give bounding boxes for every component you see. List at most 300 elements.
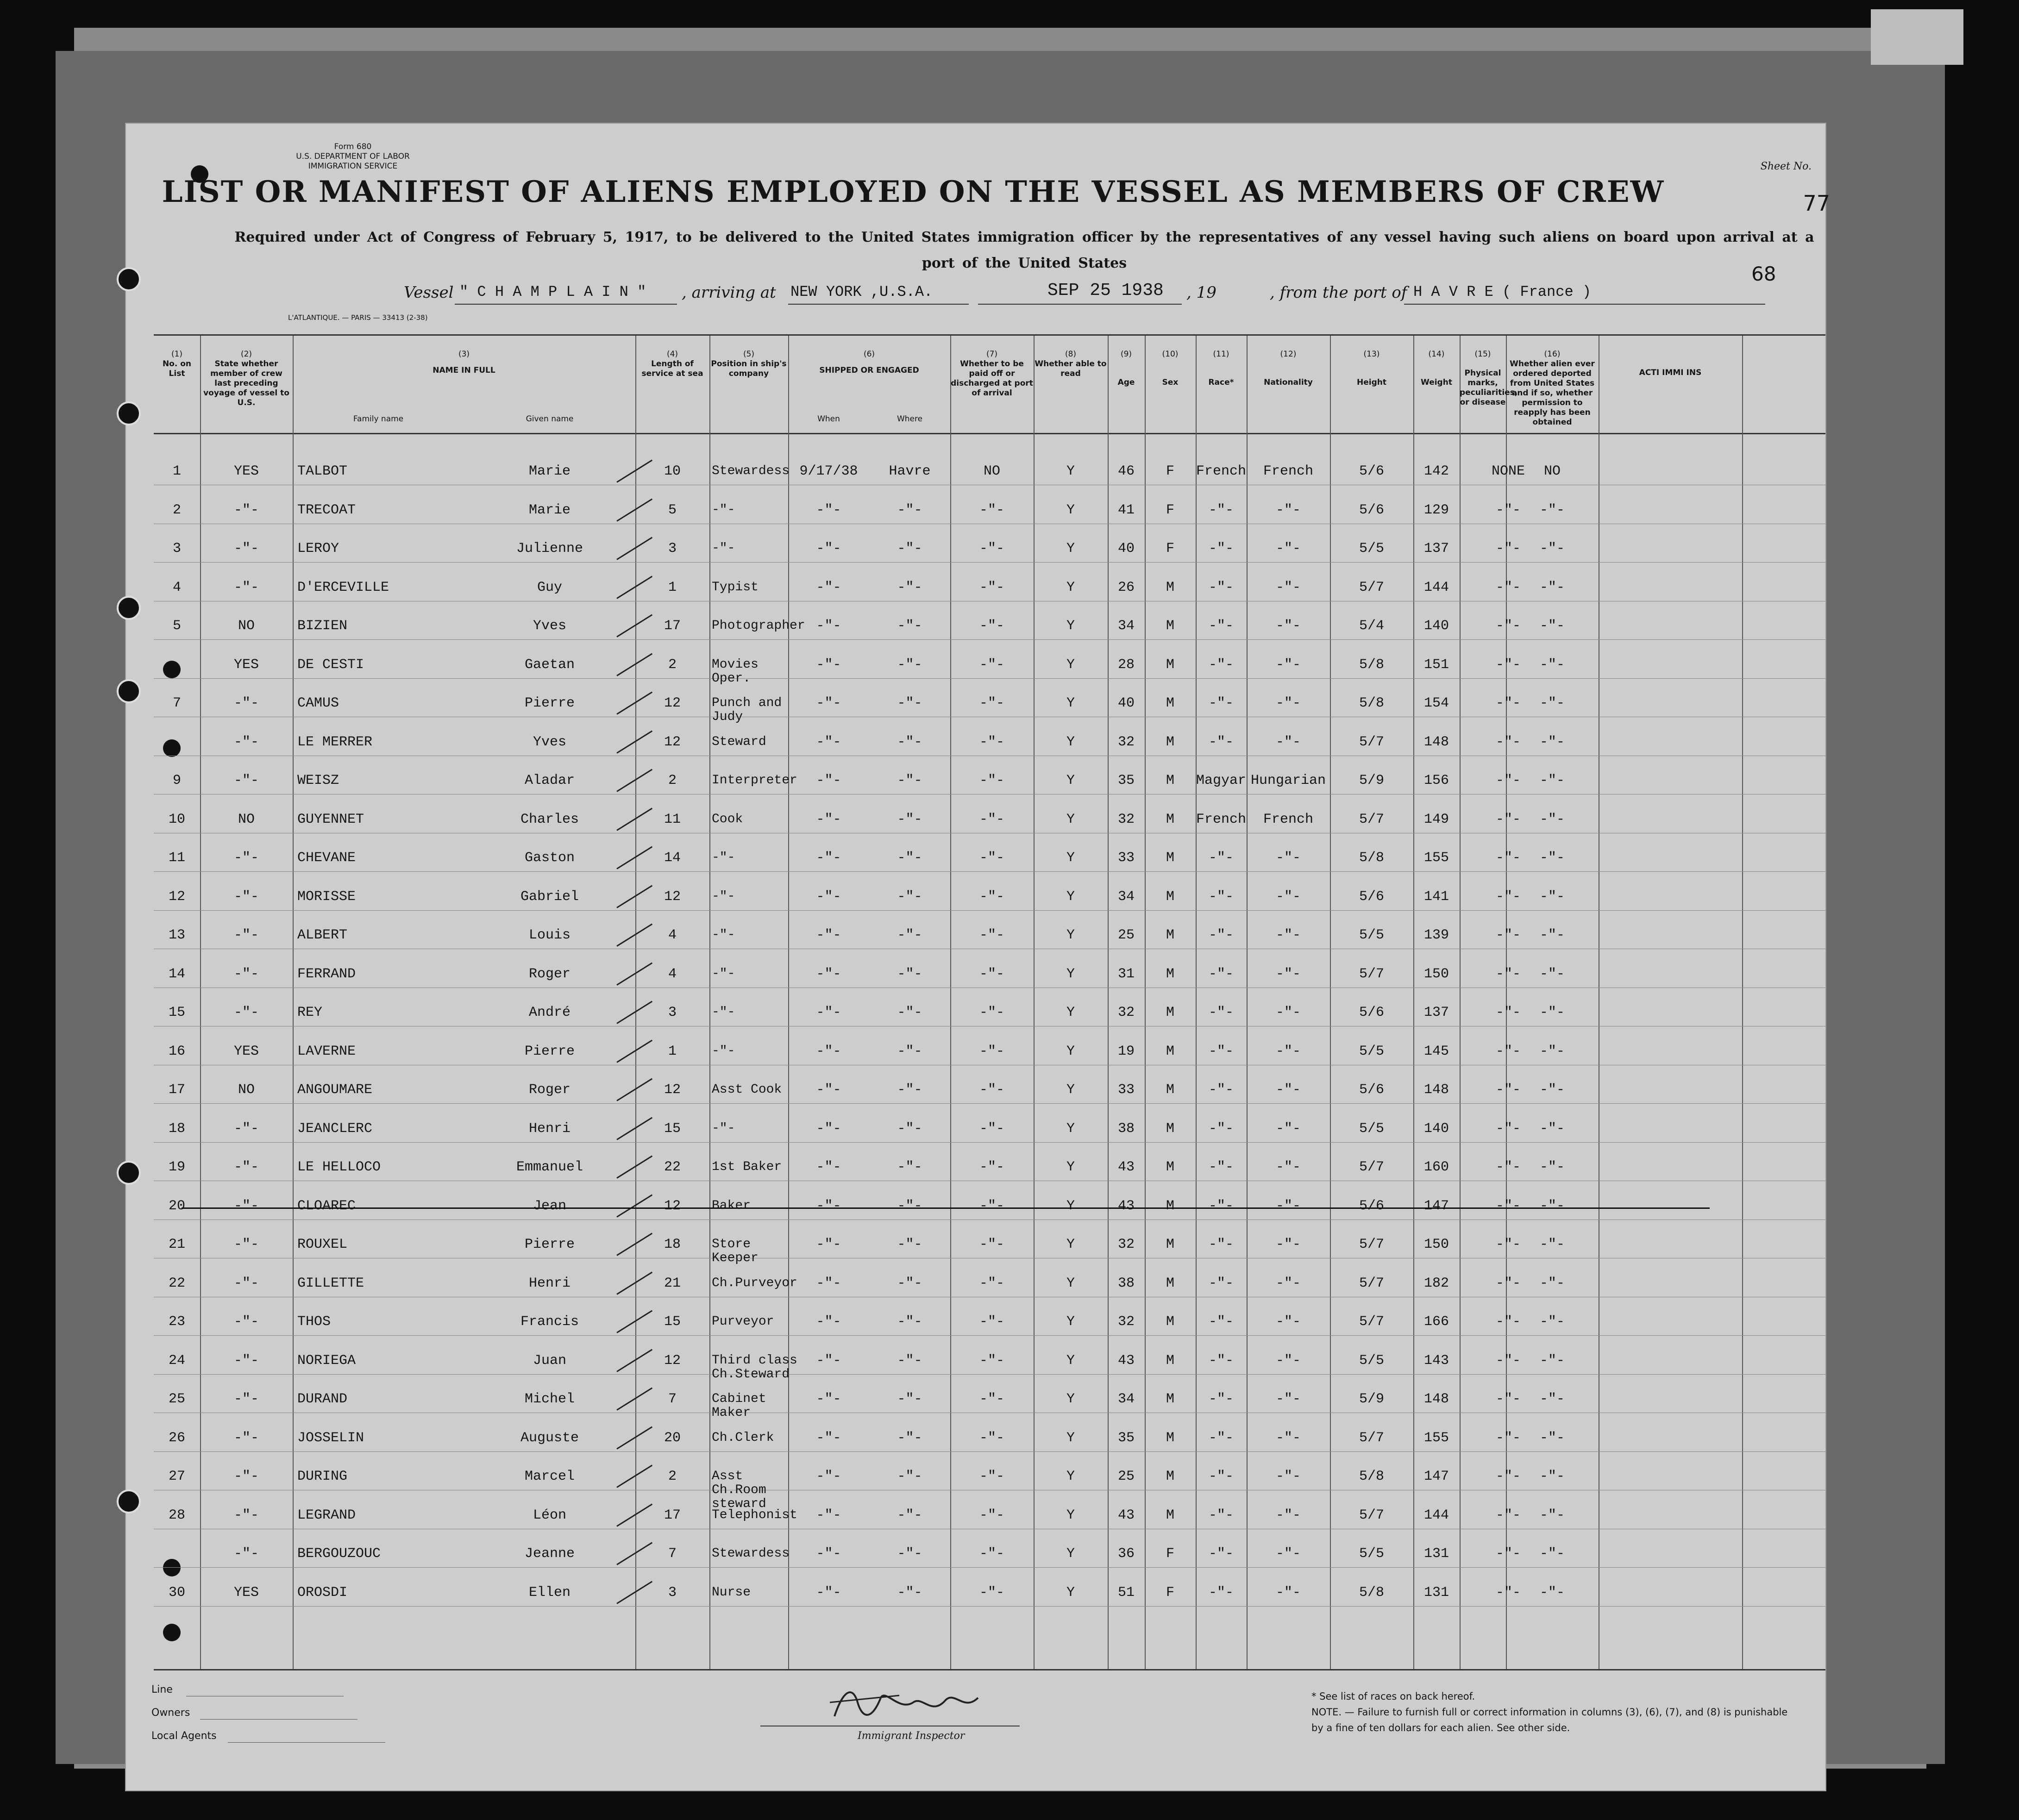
cell-position: Typist — [712, 580, 759, 594]
cell-nat: -"- — [1275, 1005, 1301, 1020]
cell-where: -"- — [897, 1507, 922, 1523]
cell-race: French — [1196, 463, 1247, 479]
cell-nat: -"- — [1275, 1082, 1301, 1098]
cell-where: -"- — [897, 1469, 922, 1484]
cell-marks: -"- — [1495, 1237, 1521, 1252]
cell-deported: -"- — [1539, 618, 1565, 634]
cell-where: -"- — [897, 850, 922, 866]
cell-family: JEANCLERC — [297, 1120, 373, 1137]
cell-height: 5/8 — [1359, 657, 1384, 673]
cell-height: 5/6 — [1359, 1198, 1384, 1214]
cell-deported: -"- — [1539, 1352, 1565, 1369]
cell-read: Y — [1066, 734, 1075, 750]
header-col13: (13) Height — [1357, 350, 1386, 387]
cell-no: 21 — [168, 1237, 185, 1252]
header-col6: (6) SHIPPED OR ENGAGED — [819, 350, 919, 375]
cell-where: -"- — [897, 1082, 922, 1098]
cell-deported: -"- — [1539, 1584, 1565, 1601]
cell-deported: -"- — [1539, 695, 1565, 711]
cell-paid: -"- — [979, 1314, 1004, 1330]
cell-height: 5/5 — [1359, 1043, 1384, 1059]
cell-marks: -"- — [1495, 773, 1521, 788]
page-title: LIST OR MANIFEST OF ALIENS EMPLOYED ON THE VESSEL AS MEMBERS OF CREW — [162, 175, 1665, 209]
cell-given: Pierre — [524, 695, 575, 711]
cell-height: 5/5 — [1359, 1120, 1384, 1137]
cell-position: -"- — [712, 502, 735, 517]
cell-paid: NO — [983, 463, 1000, 479]
cell-marks: -"- — [1495, 734, 1521, 750]
cell-when: -"- — [816, 1082, 841, 1098]
cell-read: Y — [1066, 463, 1075, 479]
cell-prev: -"- — [233, 1005, 259, 1020]
cell-marks: -"- — [1495, 1507, 1521, 1523]
cell-age: 32 — [1117, 1314, 1135, 1330]
cell-given: Marie — [528, 463, 571, 479]
cell-age: 35 — [1117, 773, 1135, 788]
cell-where: -"- — [897, 618, 922, 634]
cell-sex: M — [1166, 1391, 1174, 1407]
cell-height: 5/7 — [1359, 966, 1384, 982]
cell-weight: 145 — [1423, 1043, 1449, 1059]
cell-race: -"- — [1208, 1275, 1234, 1291]
cell-when: -"- — [816, 1120, 841, 1137]
cell-sex: M — [1166, 1120, 1174, 1137]
cell-paid: -"- — [979, 1082, 1004, 1098]
cell-given: Michel — [524, 1391, 575, 1407]
cell-family: GILLETTE — [297, 1275, 364, 1291]
cell-paid: -"- — [979, 1275, 1004, 1291]
cell-paid: -"- — [979, 1159, 1004, 1175]
cell-no: 24 — [168, 1352, 185, 1369]
cell-weight: 150 — [1423, 966, 1449, 982]
cell-when: -"- — [816, 1198, 841, 1214]
cell-prev: -"- — [233, 1352, 259, 1369]
cell-deported: -"- — [1539, 1546, 1565, 1562]
cell-no: 3 — [172, 541, 181, 557]
cell-read: Y — [1066, 657, 1075, 673]
cell-when: -"- — [816, 850, 841, 866]
cell-where: -"- — [897, 1314, 922, 1330]
cell-race: -"- — [1208, 1120, 1234, 1137]
cell-no: 4 — [172, 579, 181, 595]
cell-race: French — [1196, 811, 1247, 827]
cell-deported: -"- — [1539, 927, 1565, 943]
cell-age: 34 — [1117, 1391, 1135, 1407]
cell-age: 32 — [1117, 1005, 1135, 1020]
cell-given: Yves — [533, 734, 566, 750]
sheet-number-label: Sheet No. — [1760, 161, 1812, 172]
cell-when: -"- — [816, 695, 841, 711]
cell-family: WEISZ — [297, 773, 339, 788]
cell-height: 5/7 — [1359, 1430, 1384, 1446]
cell-height: 5/6 — [1359, 888, 1384, 905]
cell-age: 46 — [1117, 463, 1135, 479]
cell-no: 14 — [168, 966, 185, 982]
cell-prev: NO — [238, 811, 255, 827]
cell-race: -"- — [1208, 1198, 1234, 1214]
cell-where: -"- — [897, 1584, 922, 1601]
cell-nat: -"- — [1275, 1198, 1301, 1214]
punch-hole — [117, 596, 141, 620]
cell-race: -"- — [1208, 502, 1234, 518]
arriving-label: , arriving at — [682, 283, 776, 302]
cell-paid: -"- — [979, 1005, 1004, 1020]
cell-position: Punch and Judy — [712, 696, 782, 724]
cell-no: 25 — [168, 1391, 185, 1407]
cell-position: Asst Cook — [712, 1082, 782, 1097]
cell-nat: -"- — [1275, 1469, 1301, 1484]
cell-read: Y — [1066, 618, 1075, 634]
cell-weight: 137 — [1423, 541, 1449, 557]
cell-age: 51 — [1117, 1584, 1135, 1601]
cell-height: 5/6 — [1359, 1005, 1384, 1020]
cell-read: Y — [1066, 1005, 1075, 1020]
cell-no: 22 — [168, 1275, 185, 1291]
cell-family: FERRAND — [297, 966, 356, 982]
cell-position: Asst Ch.Room steward — [712, 1469, 766, 1511]
cell-prev: -"- — [233, 850, 259, 866]
cell-race: -"- — [1208, 1546, 1234, 1562]
cell-sex: F — [1166, 463, 1174, 479]
cell-prev: -"- — [233, 1159, 259, 1175]
header-where: Where — [897, 414, 923, 424]
cell-weight: 140 — [1423, 618, 1449, 634]
cell-read: Y — [1066, 1159, 1075, 1175]
page-subtitle: Required under Act of Congress of February 5, 1917, to be delivered to the United States immigration officer by the representatives of any vessel having such aliens on board upon arrival at a port of the United States — [234, 229, 1814, 271]
cell-paid: -"- — [979, 618, 1004, 634]
cell-when: -"- — [816, 1159, 841, 1175]
printer-line: L'ATLANTIQUE. — PARIS — 33413 (2-38) — [288, 313, 428, 322]
arrival-date-stamp: SEP 25 1938 — [1047, 281, 1164, 300]
cell-weight: 151 — [1423, 657, 1449, 673]
cell-weight: 160 — [1423, 1159, 1449, 1175]
cell-read: Y — [1066, 1546, 1075, 1562]
cell-paid: -"- — [979, 888, 1004, 905]
cell-deported: -"- — [1539, 1430, 1565, 1446]
cell-prev: YES — [233, 657, 259, 673]
cell-read: Y — [1066, 850, 1075, 866]
cell-where: -"- — [897, 541, 922, 557]
cell-position: Nurse — [712, 1585, 751, 1600]
cell-service: 14 — [664, 850, 681, 866]
cell-age: 28 — [1117, 657, 1135, 673]
cell-when: -"- — [816, 1275, 841, 1291]
cell-paid: -"- — [979, 1469, 1004, 1484]
cell-race: -"- — [1208, 1391, 1234, 1407]
cell-nat: -"- — [1275, 1352, 1301, 1369]
cell-family: THOS — [297, 1314, 331, 1330]
cell-position: Movies Oper. — [712, 657, 759, 686]
cell-given: Marie — [528, 502, 571, 518]
races-note: * See list of races on back hereof. — [1311, 1691, 1475, 1702]
cell-weight: 182 — [1423, 1275, 1449, 1291]
cell-position: Photographer — [712, 619, 805, 633]
cell-paid: -"- — [979, 1120, 1004, 1137]
cell-prev: YES — [233, 1043, 259, 1059]
cell-read: Y — [1066, 695, 1075, 711]
cell-when: -"- — [816, 1043, 841, 1059]
cell-sex: M — [1166, 1352, 1174, 1369]
cell-sex: M — [1166, 1507, 1174, 1523]
cell-when: -"- — [816, 1430, 841, 1446]
cell-nat: -"- — [1275, 657, 1301, 673]
crew-table — [154, 334, 1825, 1670]
header-col2: (2) State whether member of crew last preceding voyage of vessel to U.S. — [203, 350, 289, 407]
cell-age: 40 — [1117, 695, 1135, 711]
cell-given: Roger — [528, 966, 571, 982]
cell-marks: -"- — [1495, 927, 1521, 943]
cell-weight: 154 — [1423, 695, 1449, 711]
cell-sex: M — [1166, 1159, 1174, 1175]
cell-no: 11 — [168, 850, 185, 866]
cell-weight: 149 — [1423, 811, 1449, 827]
cell-marks: -"- — [1495, 1391, 1521, 1407]
cell-paid: -"- — [979, 695, 1004, 711]
cell-weight: 129 — [1423, 502, 1449, 518]
cell-age: 33 — [1117, 1082, 1135, 1098]
cell-marks: -"- — [1495, 1314, 1521, 1330]
cell-age: 34 — [1117, 888, 1135, 905]
penalty-note: NOTE. — Failure to furnish full or correct information in columns (3), (6), (7), and (8) is punishable by a fine of ten dollars for each alien. See other side. — [1311, 1707, 1788, 1733]
cell-nat: -"- — [1275, 1275, 1301, 1291]
cell-family: TALBOT — [297, 463, 348, 479]
cell-family: ALBERT — [297, 927, 348, 943]
cell-service: 18 — [664, 1237, 681, 1252]
cell-no: 28 — [168, 1507, 185, 1523]
cell-deported: -"- — [1539, 1082, 1565, 1098]
cell-read: Y — [1066, 773, 1075, 788]
cell-given: Louis — [528, 927, 571, 943]
cell-where: -"- — [897, 1352, 922, 1369]
cell-read: Y — [1066, 1237, 1075, 1252]
cell-age: 33 — [1117, 850, 1135, 866]
cell-position: -"- — [712, 1005, 735, 1019]
cell-given: Charles — [520, 811, 579, 827]
cell-weight: 144 — [1423, 579, 1449, 595]
cell-given: Guy — [537, 579, 562, 595]
cell-prev: -"- — [233, 966, 259, 982]
cell-no: 18 — [168, 1120, 185, 1137]
cell-position: Stewardess — [712, 1546, 790, 1561]
cell-prev: -"- — [233, 1314, 259, 1330]
cell-height: 5/9 — [1359, 773, 1384, 788]
cell-paid: -"- — [979, 1237, 1004, 1252]
cell-sex: M — [1166, 811, 1174, 827]
cell-race: -"- — [1208, 1005, 1234, 1020]
cell-read: Y — [1066, 1584, 1075, 1601]
cell-when: -"- — [816, 1507, 841, 1523]
cell-family: CLOAREC — [297, 1198, 356, 1214]
header-col5: (5) Position in ship's company — [711, 350, 787, 378]
cell-when: -"- — [816, 966, 841, 982]
cell-service: 3 — [668, 541, 677, 557]
header-col11: (11) Race* — [1208, 350, 1234, 387]
cell-height: 5/6 — [1359, 502, 1384, 518]
cell-height: 5/5 — [1359, 927, 1384, 943]
cell-service: 12 — [664, 1198, 681, 1214]
cell-race: -"- — [1208, 1352, 1234, 1369]
cell-read: Y — [1066, 1430, 1075, 1446]
cell-where: -"- — [897, 502, 922, 518]
cell-service: 5 — [668, 502, 677, 518]
cell-service: 3 — [668, 1005, 677, 1020]
cell-position: -"- — [712, 889, 735, 904]
cell-no: 13 — [168, 927, 185, 943]
cell-deported: -"- — [1539, 1198, 1565, 1214]
cell-sex: F — [1166, 502, 1174, 518]
cell-family: ROUXEL — [297, 1237, 348, 1252]
cell-paid: -"- — [979, 1430, 1004, 1446]
cell-family: LEROY — [297, 541, 339, 557]
cell-when: -"- — [816, 502, 841, 518]
form-number: Form 680 — [334, 142, 372, 151]
cell-read: Y — [1066, 811, 1075, 827]
cell-where: -"- — [897, 811, 922, 827]
cell-read: Y — [1066, 1391, 1075, 1407]
cell-age: 35 — [1117, 1430, 1135, 1446]
cell-position: Cook — [712, 812, 743, 826]
cell-service: 11 — [664, 811, 681, 827]
cell-prev: -"- — [233, 579, 259, 595]
cell-marks: -"- — [1495, 1082, 1521, 1098]
header-col16: (16) Whether alien ever ordered deported from United States and if so, whether permission to reapply has been obtained — [1510, 350, 1595, 427]
cell-marks: NONE — [1491, 463, 1525, 479]
cell-where: -"- — [897, 734, 922, 750]
cell-marks: -"- — [1495, 657, 1521, 673]
cell-no: 27 — [168, 1469, 185, 1484]
cell-deported: -"- — [1539, 541, 1565, 557]
cell-marks: -"- — [1495, 811, 1521, 827]
cell-marks: -"- — [1495, 1352, 1521, 1369]
cell-prev: -"- — [233, 927, 259, 943]
cell-where: Havre — [889, 463, 931, 479]
cell-age: 38 — [1117, 1120, 1135, 1137]
cell-no: 12 — [168, 888, 185, 905]
cell-nat: -"- — [1275, 1546, 1301, 1562]
cell-family: D'ERCEVILLE — [297, 579, 389, 595]
cell-deported: -"- — [1539, 1275, 1565, 1291]
cell-age: 32 — [1117, 811, 1135, 827]
cell-where: -"- — [897, 1043, 922, 1059]
cell-marks: -"- — [1495, 579, 1521, 595]
cell-prev: -"- — [233, 1507, 259, 1523]
cell-paid: -"- — [979, 1546, 1004, 1562]
cell-given: Francis — [520, 1314, 579, 1330]
cell-prev: YES — [233, 463, 259, 479]
cell-paid: -"- — [979, 1507, 1004, 1523]
cell-age: 36 — [1117, 1546, 1135, 1562]
cell-given: Roger — [528, 1082, 571, 1098]
cell-marks: -"- — [1495, 618, 1521, 634]
header-col7: (7) Whether to be paid off or discharged at port of arrival — [951, 350, 1033, 398]
cell-family: LAVERNE — [297, 1043, 356, 1059]
cell-deported: -"- — [1539, 773, 1565, 788]
cell-race: -"- — [1208, 541, 1234, 557]
cell-service: 12 — [664, 1352, 681, 1369]
cell-height: 5/8 — [1359, 850, 1384, 866]
cell-family: DE CESTI — [297, 657, 364, 673]
cell-service: 10 — [664, 463, 681, 479]
cell-sex: M — [1166, 966, 1174, 982]
cell-age: 19 — [1117, 1043, 1135, 1059]
cell-no: 2 — [172, 502, 181, 518]
cell-read: Y — [1066, 1043, 1075, 1059]
cell-sex: M — [1166, 1237, 1174, 1252]
cell-marks: -"- — [1495, 888, 1521, 905]
cell-given: Pierre — [524, 1043, 575, 1059]
cell-marks: -"- — [1495, 1120, 1521, 1137]
cell-no: 5 — [172, 618, 181, 634]
cell-prev: -"- — [233, 502, 259, 518]
cell-weight: 139 — [1423, 927, 1449, 943]
cell-sex: M — [1166, 618, 1174, 634]
page-number: 77 — [1803, 191, 1830, 216]
cell-prev: -"- — [233, 541, 259, 557]
cell-height: 5/7 — [1359, 811, 1384, 827]
cell-race: -"- — [1208, 657, 1234, 673]
cell-service: 2 — [668, 773, 677, 788]
cell-paid: -"- — [979, 773, 1004, 788]
cell-sex: M — [1166, 888, 1174, 905]
cell-where: -"- — [897, 1546, 922, 1562]
cell-read: Y — [1066, 966, 1075, 982]
cell-when: -"- — [816, 579, 841, 595]
cell-marks: -"- — [1495, 966, 1521, 982]
cell-marks: -"- — [1495, 1198, 1521, 1214]
cell-prev: -"- — [233, 1430, 259, 1446]
cell-given: Yves — [533, 618, 566, 634]
cell-sex: M — [1166, 1314, 1174, 1330]
header-col17: ACTI IMMI INS — [1639, 368, 1702, 377]
vessel-name: " C H A M P L A I N " — [459, 283, 646, 300]
cell-when: -"- — [816, 1314, 841, 1330]
cell-nat: -"- — [1275, 1314, 1301, 1330]
cell-prev: -"- — [233, 734, 259, 750]
cell-nat: -"- — [1275, 1584, 1301, 1601]
header-col4: (4) Length of service at sea — [641, 350, 703, 378]
cell-position: Ch.Clerk — [712, 1430, 774, 1445]
header-col15: (15) Physical marks, peculiarities, or disease — [1460, 350, 1518, 407]
manifest-sheet — [125, 123, 1830, 1791]
cell-given: Marcel — [524, 1469, 575, 1484]
cell-age: 32 — [1117, 1237, 1135, 1252]
cell-race: -"- — [1208, 1507, 1234, 1523]
cell-marks: -"- — [1495, 1469, 1521, 1484]
cell-position: -"- — [712, 966, 735, 981]
cell-deported: -"- — [1539, 811, 1565, 827]
vessel-label: Vessel — [404, 283, 454, 302]
cell-when: -"- — [816, 773, 841, 788]
cell-height: 5/8 — [1359, 1584, 1384, 1601]
cell-when: -"- — [816, 1546, 841, 1562]
cell-height: 5/9 — [1359, 1391, 1384, 1407]
cell-height: 5/8 — [1359, 1469, 1384, 1484]
cell-service: 12 — [664, 1082, 681, 1098]
cell-nat: -"- — [1275, 850, 1301, 866]
cell-paid: -"- — [979, 1391, 1004, 1407]
cell-when: -"- — [816, 927, 841, 943]
cell-when: -"- — [816, 1237, 841, 1252]
cell-deported: NO — [1543, 463, 1561, 479]
cell-race: -"- — [1208, 888, 1234, 905]
cell-race: -"- — [1208, 1082, 1234, 1098]
cell-sex: F — [1166, 541, 1174, 557]
cell-when: -"- — [816, 1352, 841, 1369]
cell-where: -"- — [897, 1430, 922, 1446]
cell-marks: -"- — [1495, 1546, 1521, 1562]
cell-age: 38 — [1117, 1275, 1135, 1291]
cell-prev: -"- — [233, 1391, 259, 1407]
